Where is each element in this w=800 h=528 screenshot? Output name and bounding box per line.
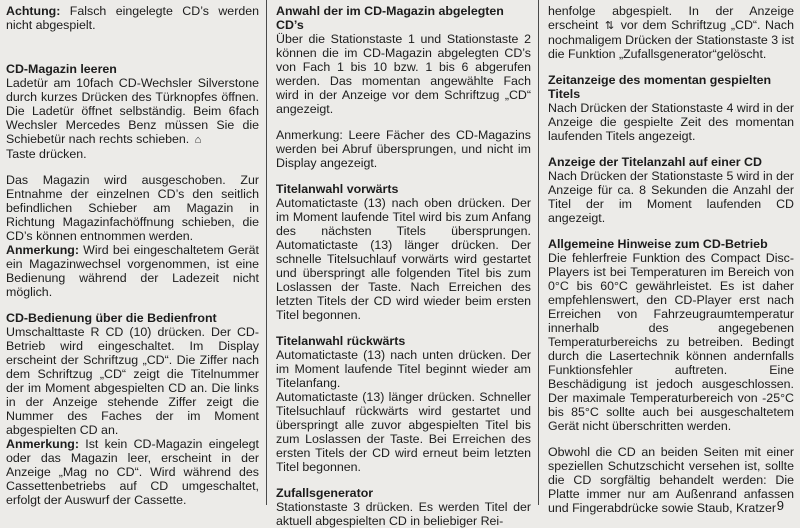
section-bedienung <box>6 311 259 507</box>
magazin-leeren-text: Ladetür am 10fach CD-Wechsler Silverstone durch kurzes Drücken des Türknopfes öffnen. Die Ladetür öffnet selbständig. Beim 6fach Wechsler Mercedes Benz müssen Sie die Schiebetür nach rechts schieben. <box>6 76 259 146</box>
section-zufall <box>276 486 531 528</box>
anzahl-text: Nach Drücken der Stationstaste 5 wird in der Anzeige für ca. 8 Sekunden die Anzahl der Titel der im Moment laufenden CD angezeigt. <box>548 169 794 225</box>
section-rueckwaerts <box>276 334 531 474</box>
zufall-fortsetzung-b: vor dem Schriftzug „CD“. Nach nochmaligem Drücken der Stationstaste 3 ist die Funktion „Zufallsgenerator“gelöscht. <box>548 18 794 61</box>
column-right <box>538 0 800 517</box>
section-hinweise <box>548 237 794 433</box>
heading-vorwaerts: Titelanwahl vorwärts <box>276 182 399 196</box>
taste-druecken-text: Taste drücken. <box>6 147 87 161</box>
auswahl-text: Über die Stationstaste 1 und Stationstaste 2 können die im CD-Magazin abgelegten CD’s von Fach 1 bis 10 bzw. 1 bis 6 abgerufen werden. Das momentan angewählte Fach wird in der Anzeige vor dem Schriftzug „CD“ angezeigt. <box>276 32 531 116</box>
anmerkung1-label: Anmerkung: <box>6 243 79 257</box>
section-vorwaerts <box>276 182 531 322</box>
section-schutz <box>548 445 794 515</box>
heading-hinweise: Allgemeine Hinweise zum CD-Betrieb <box>548 237 768 251</box>
section-ausgeschoben <box>6 173 259 299</box>
heading-zufall: Zufallsgenerator <box>276 486 374 500</box>
schutz-text: Obwohl die CD an beiden Seiten mit einer speziellen Schutzschicht versehen ist, sollte die CD sorgfältig behandelt werden: Die Platte immer nur am Außenrand anfassen und Fingerabdrücke sowie Staub, Kratzer <box>548 445 794 515</box>
rueckwaerts-text-2: Automatictaste (13) länger drücken. Schneller Titelsuchlauf rückwärts wird gestartet und überspringt alle zuvor abgespielten Titel bis zum Loslassen der Taste. Bei Erreichen des ersten Titels der CD wird erneut beim letzten Titel begonnen. <box>276 390 531 474</box>
heading-bedienung: CD-Bedienung über die Bedienfront <box>6 311 217 325</box>
section-zeit <box>548 73 794 143</box>
anmerkung1-text: Wird bei eingeschaltetem Gerät ein Magazinwechsel vorgenommen, ist eine Bedienung während der Ladezeit nicht möglich. <box>6 243 259 299</box>
section-anzahl <box>548 155 794 225</box>
achtung-text: Falsch eingelegte CD’s werden nicht abgespielt. <box>6 4 259 32</box>
rueckwaerts-text-1: Automatictaste (13) nach unten drücken. Der im Moment laufende Titel beginnt wieder am Titelanfang. <box>276 348 531 390</box>
zufall-text: Stationstaste 3 drücken. Es werden Titel der aktuell abgespielten CD in beliebiger Rei- <box>276 500 531 528</box>
hinweise-text: Die fehlerfreie Funktion des Compact Disc-Players ist bei Temperaturen im Bereich von 0°C bis 60°C gewährleistet. Es ist daher empfehlenswert, den CD-Player erst nach Erreichen von Fahrzeugraumtemperatur innerhalb des angegebenen Temperaturbereichs zu betreiben. Bedingt durch die Lasertechnik können andernfalls Funktionsfehler auftreten. Eine Beschädigung ist jedoch ausgeschlossen. Der maximale Temperaturbereich von -25°C bis 85°C sollte auch bei ausgeschaltetem Gerät nicht überschritten werden. <box>548 251 794 433</box>
page-number: 9 <box>776 498 784 513</box>
achtung-note <box>6 4 259 32</box>
section-anmerkung-leer <box>276 128 531 170</box>
column-left <box>0 0 265 517</box>
section-magazin-leeren <box>6 62 259 161</box>
eject-key-icon: ⌂ <box>194 134 202 146</box>
heading-zeit: Zeitanzeige des momentan gespielten Titels <box>548 73 772 101</box>
achtung-label: Achtung: <box>6 4 61 18</box>
heading-anzahl: Anzeige der Titelanzahl auf einer CD <box>548 155 762 169</box>
column-middle <box>266 0 537 528</box>
section-auswahl <box>276 4 531 116</box>
vorwaerts-text: Automatictaste (13) nach oben drücken. Der im Moment laufende Titel wird bis zum Anfang des nächsten Titels übersprungen. Automatictaste (13) länger drücken. Der schnelle Titelsuchlauf vorwärts wird gestartet und überspringt alle folgenden Titel bis zum Loslassen der Taste. Nach Erreichen des letzten Titels der CD wird wieder beim ersten Titel begonnen. <box>276 196 531 322</box>
ausgeschoben-text: Das Magazin wird ausgeschoben. Zur Entnahme der einzelnen CD’s den seitlich befindlichen Schieber am Magazin in Richtung Magazinfachöffnung schieben, die CD’s können entnommen werden. <box>6 173 259 243</box>
anmerkung2-label: Anmerkung: <box>6 437 79 451</box>
anmerkung-leer-text: Anmerkung: Leere Fächer des CD-Magazins werden bei Abruf übersprungen, und nicht im Display angezeigt. <box>276 128 531 170</box>
section-zufall-fortsetzung <box>548 4 794 61</box>
bedienung-text: Umschalttaste R CD (10) drücken. Der CD-Betrieb wird eingeschaltet. Im Display erscheint der Schriftzug „CD“. Die Ziffer nach dem Schriftzug „CD“ zeigt die Titelnummer der im Moment abgespielten CD an. Die links in der Anzeige stehende Ziffer zeigt die Nummer des Faches der im Moment abgespielten CD an. <box>6 325 259 437</box>
anmerkung2-text: Ist kein CD-Magazin eingelegt oder das Magazin leer, erscheint in der Anzeige „Mag no CD“. Wird während des Cassettenbetriebs auf CD umgeschaltet, erfolgt der Auswurf der Cassette. <box>6 437 259 507</box>
shuffle-icon: ⇅ <box>604 20 615 32</box>
zeit-text: Nach Drücken der Stationstaste 4 wird in der Anzeige die gespielte Zeit des momentan laufenden Titels angezeigt. <box>548 101 794 143</box>
heading-magazin-leeren: CD-Magazin leeren <box>6 62 117 76</box>
heading-rueckwaerts: Titelanwahl rückwärts <box>276 334 406 348</box>
zufall-fortsetzung-a: henfolge abgespielt. In der Anzeige erscheint <box>548 4 794 32</box>
heading-auswahl: Anwahl der im CD-Magazin abgelegten CD’s <box>276 4 504 32</box>
